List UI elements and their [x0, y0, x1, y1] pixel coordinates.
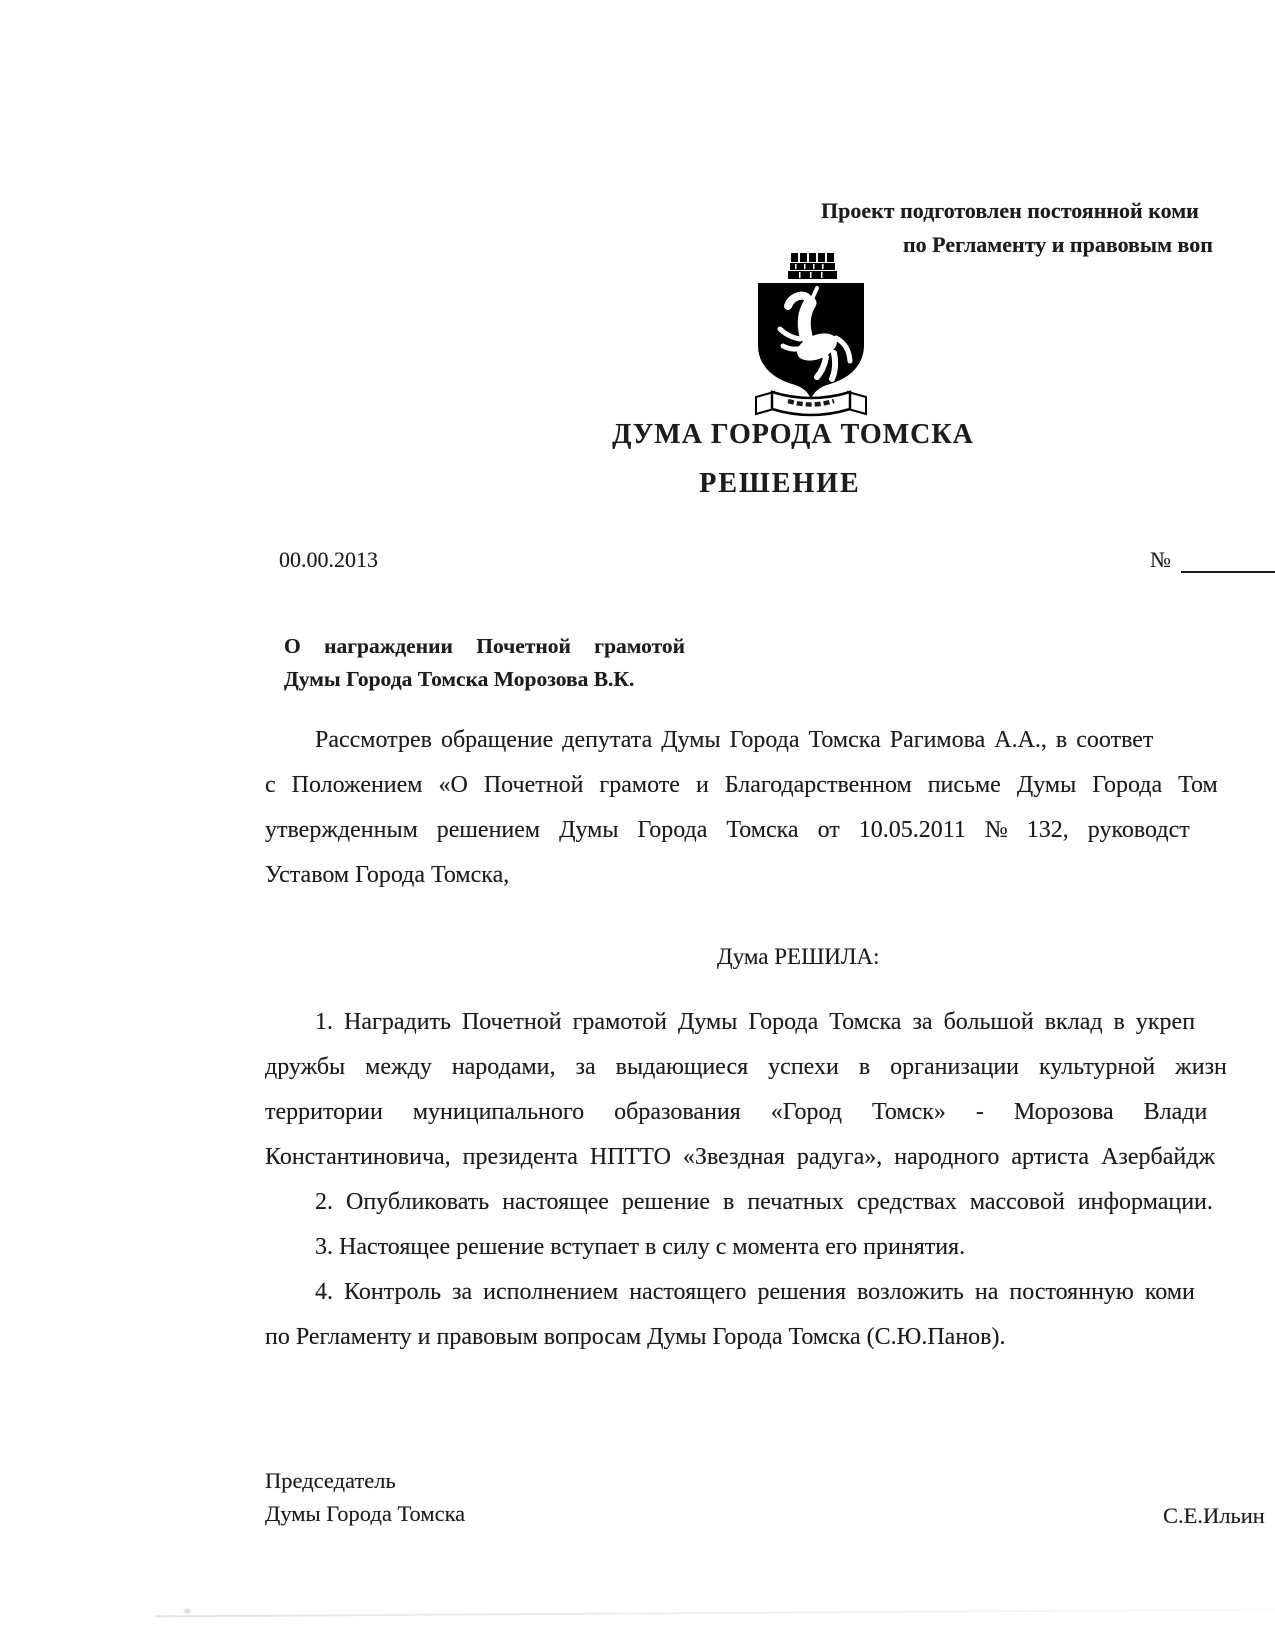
- document-number: [1150, 547, 1275, 573]
- tomsk-coat-of-arms-icon: [754, 251, 868, 419]
- scan-artifact-dot: [184, 1609, 191, 1613]
- resolution-item-line: 1. Наградить Почетной грамотой Думы Города Томска за большой вклад в укреп: [315, 1009, 1196, 1035]
- subject-line1: О награждении Почетной грамотой: [284, 634, 686, 658]
- scan-artifact-line: [155, 1609, 1275, 1618]
- resolution-item-line: по Регламенту и правовым вопросам Думы Города Томска (С.Ю.Панов).: [265, 1324, 1006, 1350]
- header-note-line2: по Регламенту и правовым воп: [903, 232, 1213, 257]
- mural-crown: [788, 253, 837, 279]
- resolution-item-line: Константиновича, президента НПТТО «Звездная радуга», народного артиста Азербайдж: [265, 1144, 1216, 1170]
- resolution-item-line: дружбы между народами, за выдающиеся успехи в организации культурной жизн: [265, 1054, 1227, 1080]
- subject-block: [284, 630, 756, 696]
- resolution-items: [265, 1000, 1275, 1360]
- resolution-heading: Дума РЕШИЛА:: [717, 944, 880, 969]
- number-blank-line: [1181, 547, 1275, 573]
- subject-line2: Думы Города Томска Морозова В.К.: [284, 667, 635, 691]
- resolution-item-line: территории муниципального образования «Город Томск» - Морозова Влади: [265, 1099, 1208, 1125]
- resolution-item-line: 3. Настоящее решение вступает в силу с момента его принятия.: [315, 1234, 966, 1260]
- signatory-name: С.Е.Ильин: [1163, 1503, 1265, 1528]
- document-date: 00.00.2013: [279, 547, 378, 572]
- preamble-line: с Положением «О Почетной грамоте и Благодарственном письме Думы Города Том: [265, 772, 1218, 798]
- preamble-line: Рассмотрев обращение депутата Думы Города Томска Рагимова А.А., в соответ: [315, 727, 1154, 753]
- resolution-item-line: 4. Контроль за исполнением настоящего решения возложить на постоянную коми: [315, 1279, 1195, 1305]
- preamble-line: Уставом Города Томска,: [265, 862, 510, 888]
- preamble-paragraph: [265, 718, 1275, 898]
- signatory-position-line1: Председатель: [265, 1468, 396, 1493]
- resolution-item-line: 2. Опубликовать настоящее решение в печатных средствах массовой информации.: [315, 1189, 1213, 1215]
- organization-title: ДУМА ГОРОДА ТОМСКА: [612, 419, 974, 450]
- signatory-position-line2: Думы Города Томска: [265, 1501, 466, 1526]
- number-label: №: [1150, 547, 1171, 572]
- header-note-line1: Проект подготовлен постоянной коми: [821, 198, 1199, 223]
- document-type-title: РЕШЕНИЕ: [699, 468, 861, 499]
- preamble-line: утвержденным решением Думы Города Томска от 10.05.2011 № 132, руководст: [265, 817, 1190, 843]
